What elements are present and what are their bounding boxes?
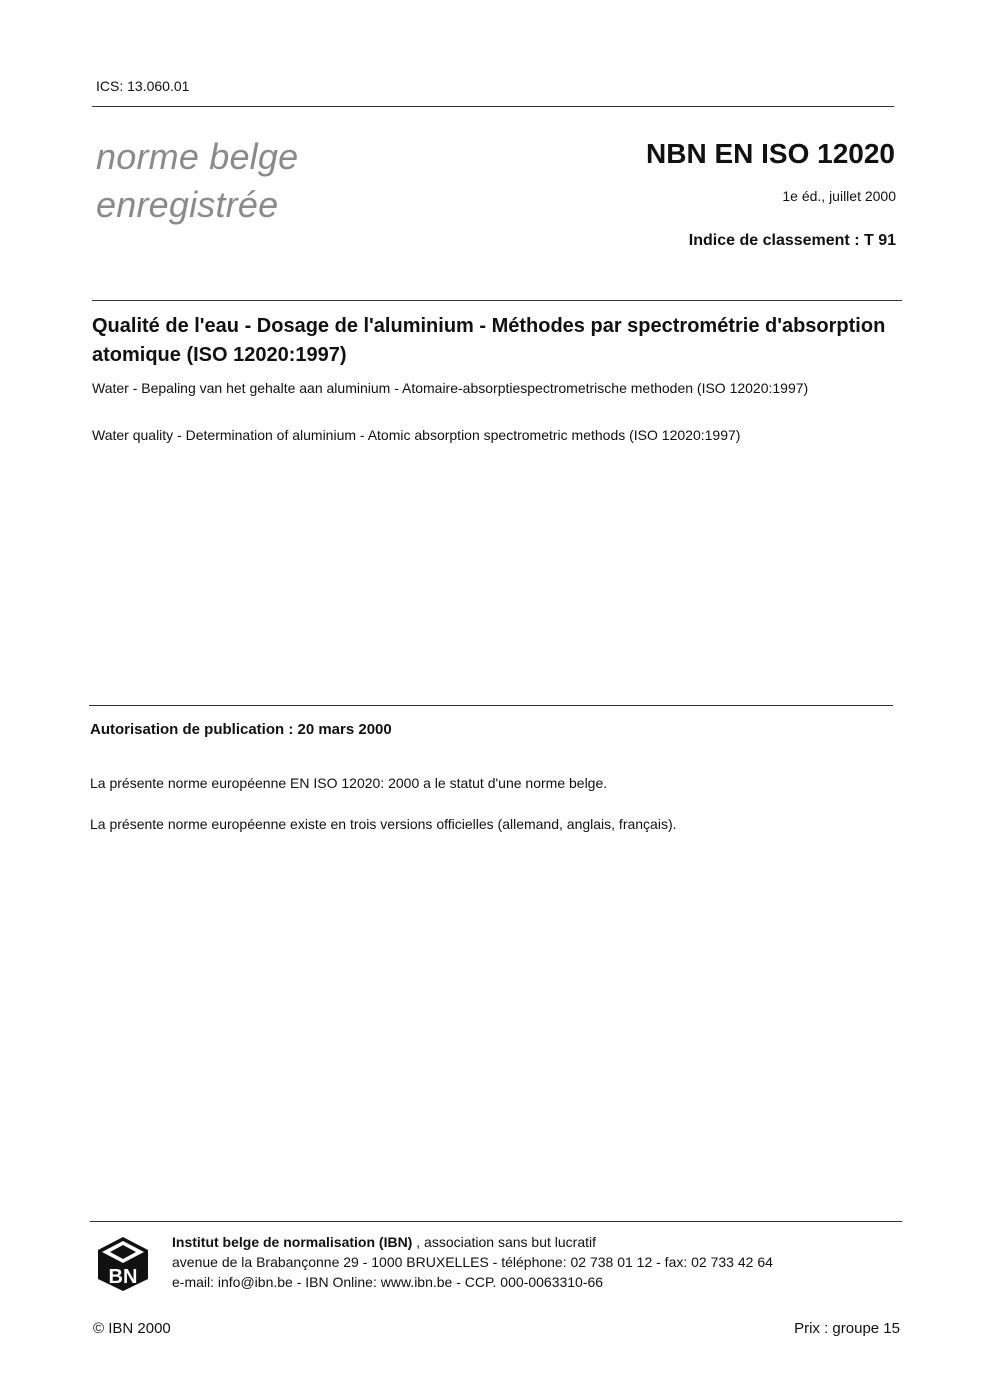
title-dutch: Water - Bepaling van het gehalte aan aluminium - Atomaire-absorptiespectrometrische methoden (ISO 12020:1997) — [92, 380, 809, 396]
title-french: Qualité de l'eau - Dosage de l'aluminium - Méthodes par spectrométrie d'absorption atomique (ISO 12020:1997) — [92, 315, 886, 366]
ibn-logo-icon — [97, 1236, 149, 1292]
classification-index: Indice de classement : T 91 — [688, 232, 896, 249]
institute-address: avenue de la Brabançonne 29 - 1000 BRUXELLES - téléphone: 02 738 01 12 - fax: 02 733 42 64 — [172, 1254, 773, 1270]
brand-line-1: norme belge — [96, 136, 299, 177]
standard-number: NBN EN ISO 12020 — [646, 138, 895, 169]
price-group: Prix : groupe 15 — [794, 1320, 900, 1337]
versions-paragraph: La présente norme européenne existe en trois versions officielles (allemand, anglais, français). — [90, 816, 677, 832]
ics-code: ICS: 13.060.01 — [96, 78, 190, 94]
institute-name: Institut belge de normalisation (IBN) — [172, 1234, 413, 1250]
divider-body — [89, 705, 893, 706]
brand-line-2: enregistrée — [96, 184, 279, 225]
copyright: © IBN 2000 — [93, 1320, 171, 1337]
divider-footer — [90, 1221, 902, 1222]
institute-contact: e-mail: info@ibn.be - IBN Online: www.ibn.be - CCP. 000-0063310-66 — [172, 1274, 604, 1290]
institute-info — [172, 1232, 773, 1292]
ibn-logo-text: BN — [108, 1266, 138, 1288]
institute-line — [172, 1232, 773, 1252]
institute-suffix: , association sans but lucratif — [412, 1234, 597, 1250]
publication-authorization: Autorisation de publication : 20 mars 2000 — [90, 721, 392, 738]
status-paragraph: La présente norme européenne EN ISO 12020: 2000 a le statut d'une norme belge. — [90, 775, 608, 791]
title-english: Water quality - Determination of aluminium - Atomic absorption spectrometric methods (ISO 12020:1997) — [92, 427, 741, 443]
divider-title — [92, 300, 902, 301]
edition: 1e éd., juillet 2000 — [782, 188, 896, 204]
divider-top — [92, 106, 894, 107]
